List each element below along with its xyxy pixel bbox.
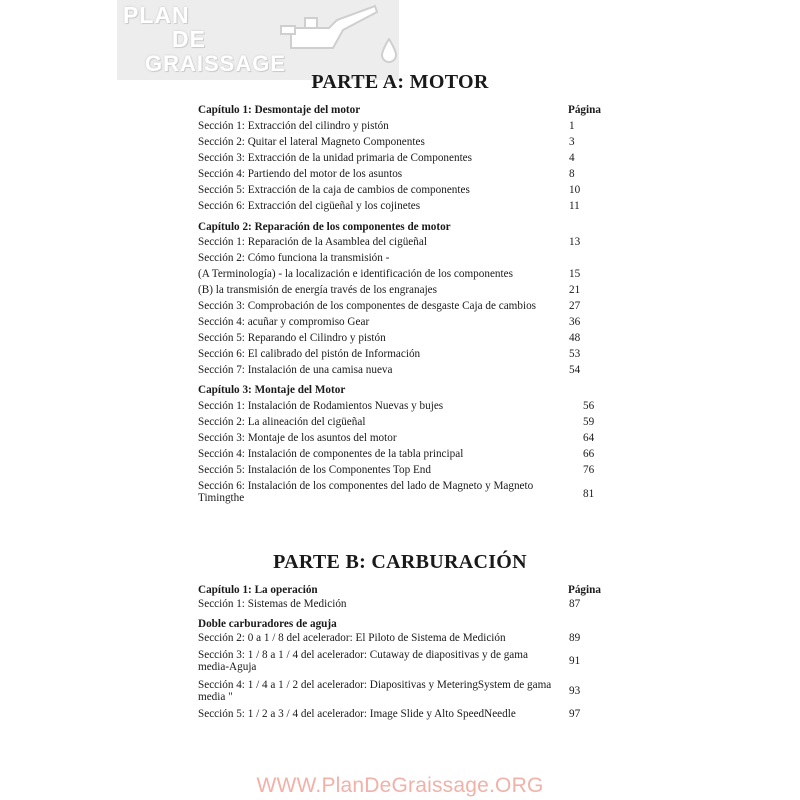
footer-website-text: WWW.PlanDeGraissage.ORG: [256, 774, 544, 797]
toc-row-label: Sección 1: Instalación de Rodamientos Nuevas y bujes: [198, 400, 444, 412]
toc-row-page: 13: [569, 236, 581, 248]
chapter-title: Capítulo 3: Montaje del Motor: [198, 384, 346, 396]
page-column-header: Página: [568, 584, 601, 596]
toc-row-label: Sección 2: 0 a 1 / 8 del acelerador: El Piloto de Sistema de Medición: [198, 632, 506, 644]
toc-row-label: Sección 3: Montaje de los asuntos del motor: [198, 432, 397, 444]
toc-row-label: (B) la transmisión de energía través de los engranajes: [198, 284, 438, 296]
toc-row: [198, 649, 618, 677]
toc-row-label: Sección 4: 1 / 4 a 1 / 2 del acelerador: Diapositivas y MeteringSystem de gama media ": [198, 679, 552, 703]
toc-row-page: 54: [569, 364, 581, 376]
toc-row-page: 91: [569, 655, 581, 667]
toc-row-page: 36: [569, 316, 581, 328]
logo: [117, 0, 407, 80]
toc-row: [198, 332, 618, 348]
toc-row: [198, 136, 618, 152]
toc-row: [198, 400, 618, 416]
toc-row: [198, 168, 618, 184]
toc-row-page: 59: [583, 416, 595, 428]
chapter-title: Capítulo 1: Desmontaje del motor: [198, 104, 361, 116]
toc-row-page: 87: [569, 598, 581, 610]
toc-row-page: 15: [569, 268, 581, 280]
logo-text-line-1: PLAN: [123, 2, 190, 28]
toc-row-page: 81: [583, 488, 595, 500]
toc-row: [198, 236, 618, 252]
toc-row-label: Sección 1: Reparación de la Asamblea del cigüeñal: [198, 236, 427, 248]
toc-row-label: Sección 5: Instalación de los Componentes Top End: [198, 464, 431, 476]
toc-row-page: 48: [569, 332, 581, 344]
toc-row: [198, 184, 618, 200]
toc-row-page: 66: [583, 448, 595, 460]
toc-row-page: 64: [583, 432, 595, 444]
toc-row-page: 53: [569, 348, 581, 360]
toc-row: [198, 348, 618, 364]
toc-row-page: 97: [569, 708, 581, 720]
toc-row-label: Sección 6: Extracción del cigüeñal y los cojinetes: [198, 200, 421, 212]
logo-text-line-3: GRAISSAGE: [145, 51, 287, 76]
toc-row-label: Sección 4: Instalación de componentes de la tabla principal: [198, 448, 464, 460]
toc-row-label: Sección 3: 1 / 8 a 1 / 4 del acelerador: Cutaway de diapositivas y de gama media-Aguja: [198, 649, 528, 673]
toc-row-page: 4: [569, 152, 575, 164]
page-column-header: Página: [568, 104, 601, 116]
toc-row: [198, 448, 618, 464]
toc-row-label: Sección 1: Sistemas de Medición: [198, 598, 347, 610]
toc-row-page: 8: [569, 168, 575, 180]
toc-row-label: Sección 1: Extracción del cilindro y pistón: [198, 120, 389, 132]
oil-drop-icon: [380, 38, 398, 64]
toc-row-page: 11: [569, 200, 580, 212]
toc-row: [198, 480, 618, 510]
toc-row-label: Sección 5: 1 / 2 a 3 / 4 del acelerador: Image Slide y Alto SpeedNeedle: [198, 708, 516, 720]
toc-row-page: 56: [583, 400, 595, 412]
toc-row: [198, 364, 618, 380]
toc-row-page: 89: [569, 632, 581, 644]
part-b-title: PARTE B: CARBURACIÓN: [273, 551, 527, 573]
chapter-title: Doble carburadores de aguja: [198, 618, 337, 630]
toc-row: [198, 120, 618, 136]
oil-can-icon: [277, 4, 387, 76]
toc-row: [198, 679, 618, 707]
toc-row: [198, 284, 618, 300]
toc-row-label: Sección 5: Extracción de la caja de cambios de componentes: [198, 184, 470, 196]
toc-row: [198, 708, 618, 724]
toc-row-page: 3: [569, 136, 575, 148]
toc-row: [198, 432, 618, 448]
toc-row-label: Sección 3: Comprobación de los componentes de desgaste Caja de cambios: [198, 300, 537, 312]
logo-text-line-2: DE: [172, 26, 206, 52]
part-a-title: PARTE A: MOTOR: [311, 71, 489, 93]
toc-row-label: Sección 5: Reparando el Cilindro y pistón: [198, 332, 386, 344]
toc-row-label: Sección 2: Cómo funciona la transmisión -: [198, 252, 390, 264]
toc-row: [198, 252, 618, 268]
chapter-title: Capítulo 2: Reparación de los componentes de motor: [198, 221, 451, 233]
toc-row-page: 93: [569, 685, 581, 697]
toc-row: [198, 416, 618, 432]
toc-row-label: (A Terminología) - la localización e identificación de los componentes: [198, 268, 513, 280]
toc-row: [198, 598, 618, 614]
chapter-title: Capítulo 1: La operación: [198, 584, 318, 596]
toc-row-label: Sección 4: acuñar y compromiso Gear: [198, 316, 370, 328]
toc-row-page: 1: [569, 120, 575, 132]
toc-row: [198, 268, 618, 284]
toc-row-label: Sección 7: Instalación de una camisa nueva: [198, 364, 393, 376]
toc-row-label: Sección 2: La alineación del cigüeñal: [198, 416, 366, 428]
toc-row-page: 10: [569, 184, 581, 196]
toc-row: [198, 632, 618, 648]
toc-row-label: Sección 3: Extracción de la unidad primaria de Componentes: [198, 152, 473, 164]
toc-row-label: Sección 4: Partiendo del motor de los asuntos: [198, 168, 403, 180]
toc-row: [198, 152, 618, 168]
toc-row-label: Sección 6: El calibrado del pistón de Información: [198, 348, 421, 360]
toc-row-page: 21: [569, 284, 581, 296]
toc-row: [198, 316, 618, 332]
toc-row: [198, 300, 618, 316]
toc-row: [198, 200, 618, 216]
toc-row-label: Sección 6: Instalación de los componentes del lado de Magneto y Magneto Timingthe: [198, 480, 534, 504]
toc-row-label: Sección 2: Quitar el lateral Magneto Componentes: [198, 136, 425, 148]
toc-row: [198, 464, 618, 480]
toc-row-page: 27: [569, 300, 581, 312]
toc-row-page: 76: [583, 464, 595, 476]
